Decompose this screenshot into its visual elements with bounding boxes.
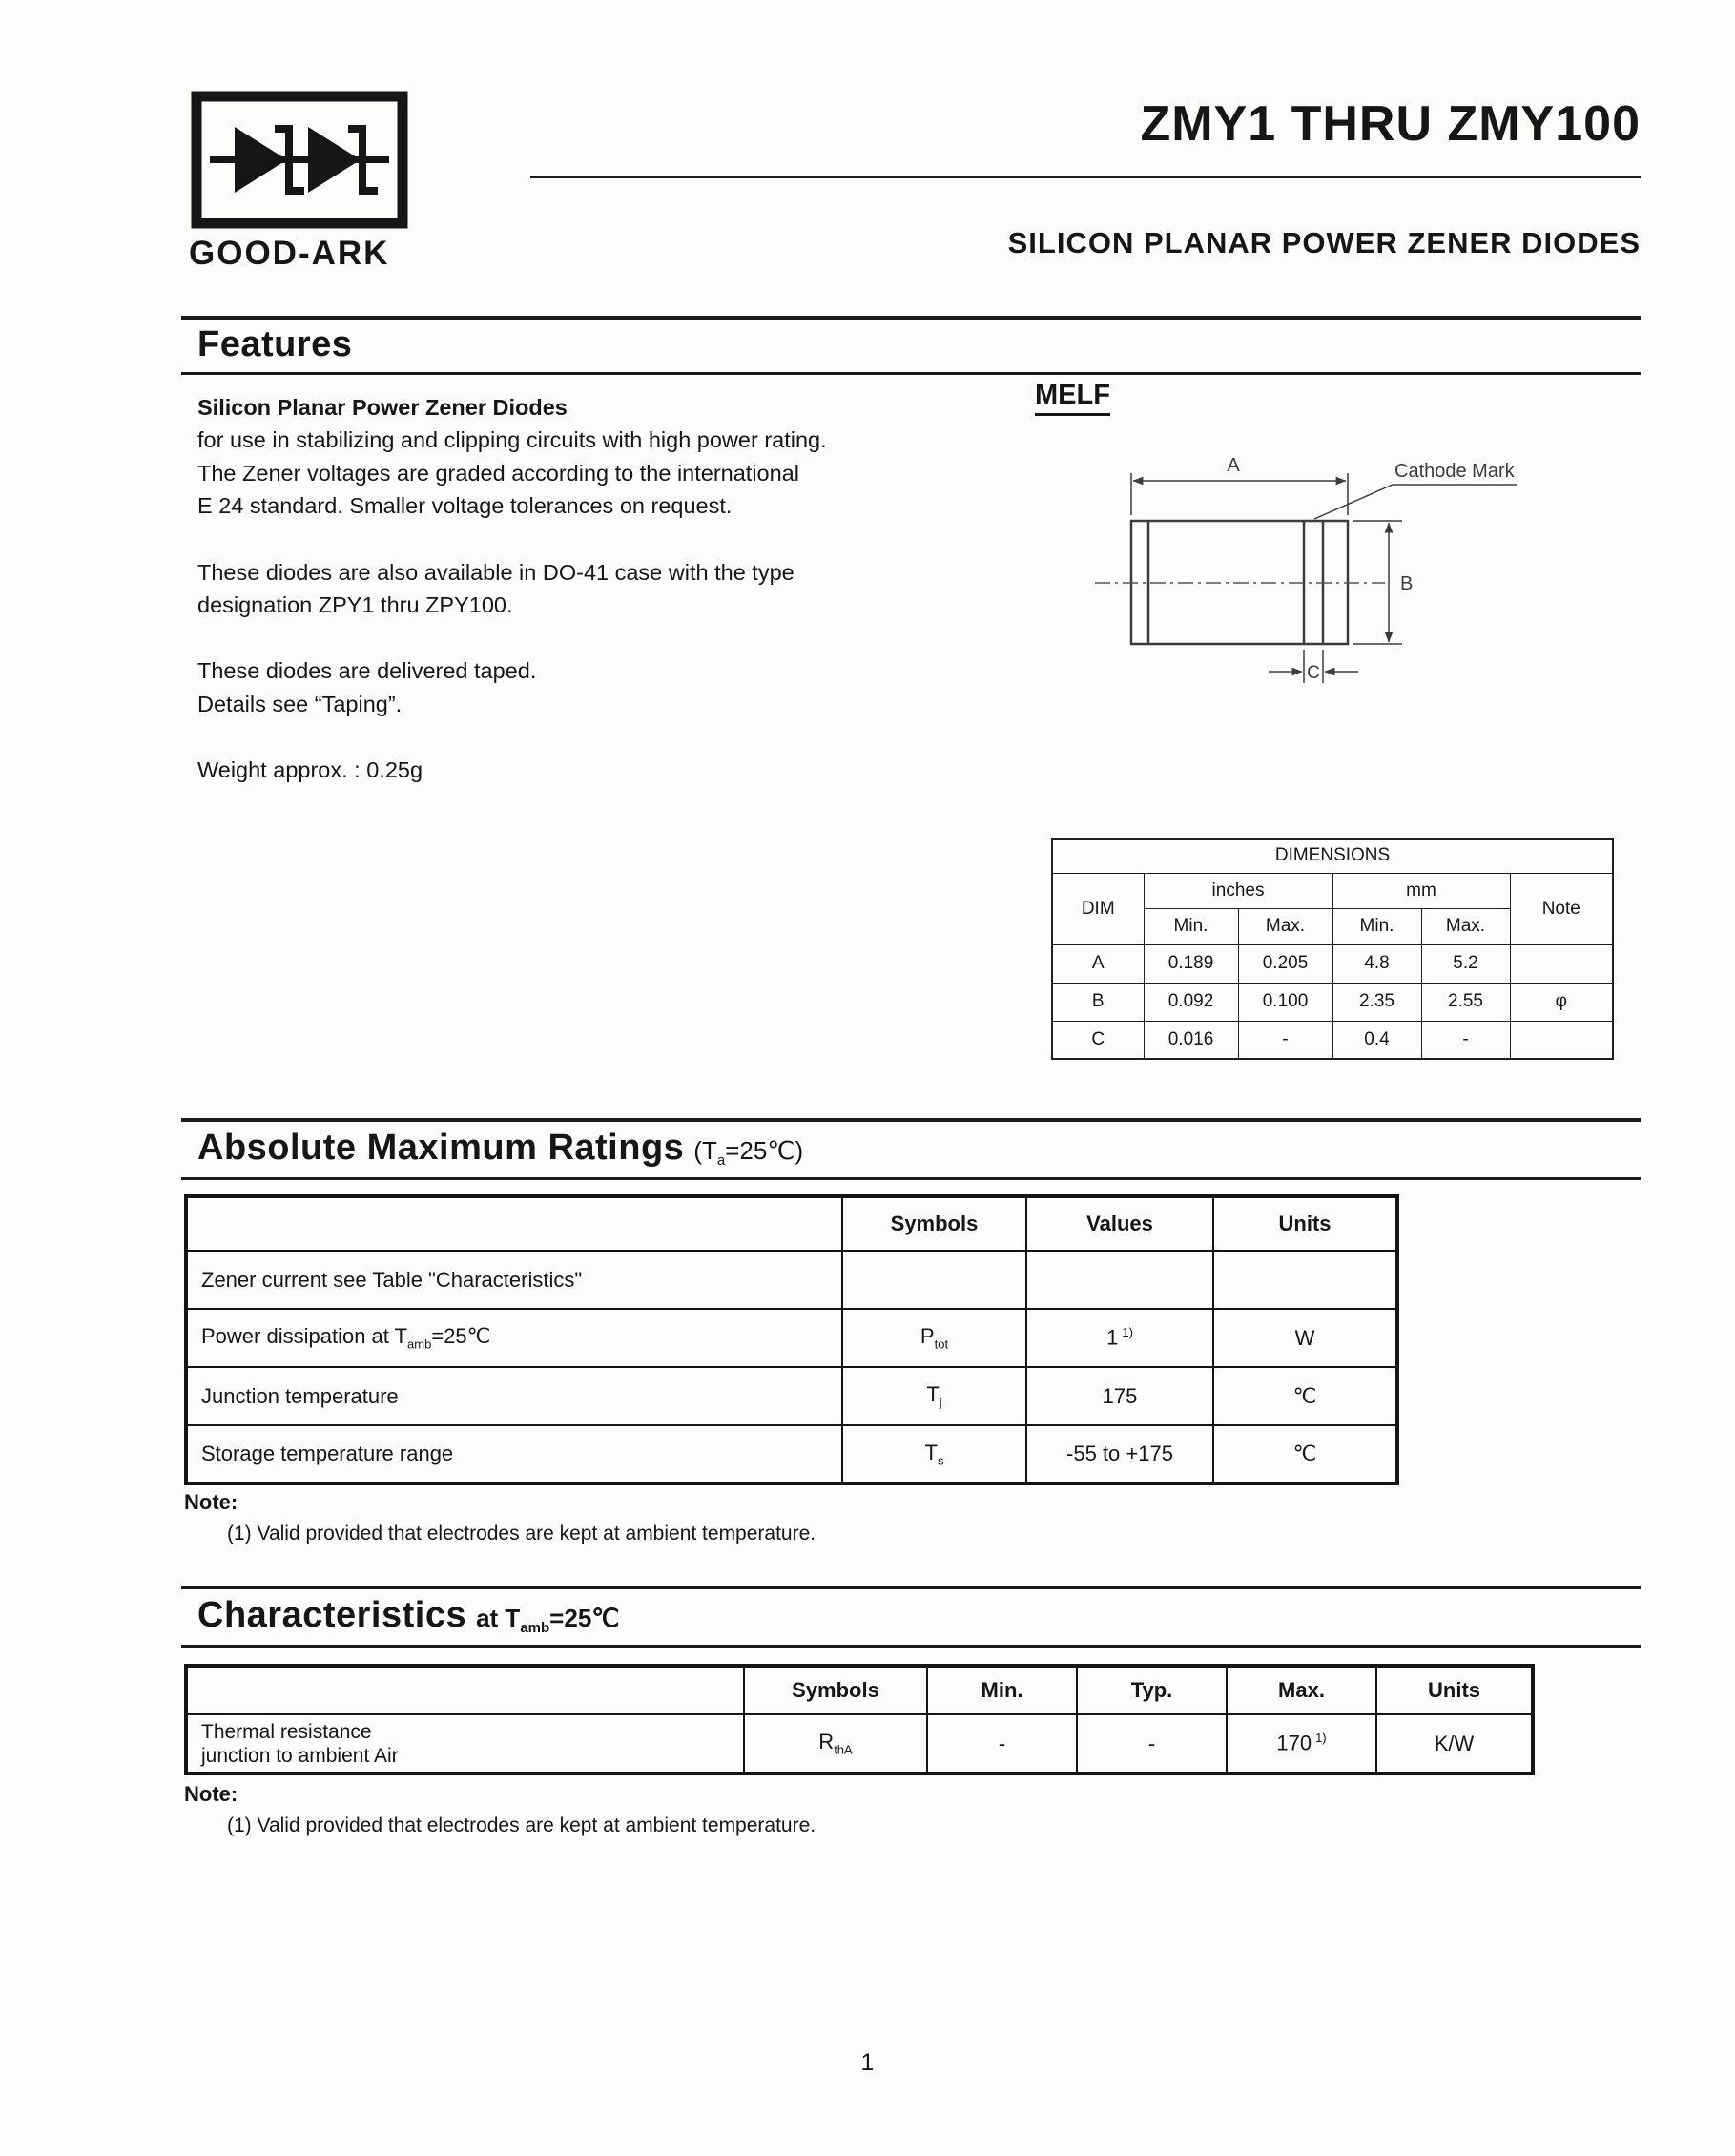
features-line: These diodes are delivered taped.	[197, 658, 537, 684]
amr-rule-top	[181, 1118, 1641, 1122]
title-rule	[530, 176, 1641, 178]
dims-cell-inch-max: 0.100	[1238, 983, 1332, 1021]
dim-a-label: A	[1227, 455, 1240, 476]
desc-sub: amb	[407, 1337, 432, 1352]
dims-title-row	[1052, 839, 1613, 873]
amr-symbol	[842, 1251, 1026, 1309]
amr-header-row	[186, 1196, 1397, 1251]
char-heading	[197, 1595, 619, 1636]
symbol: P	[919, 1324, 935, 1349]
characteristics-table	[184, 1664, 1535, 1775]
dims-col-dim: DIM	[1052, 873, 1144, 944]
symbol: R	[818, 1730, 835, 1754]
amr-value: 175	[1026, 1367, 1213, 1425]
features-line: for use in stabilizing and clipping circuits with high power rating.	[197, 427, 827, 453]
dims-cell-inch-min: 0.189	[1144, 944, 1238, 983]
char-symbol	[744, 1714, 927, 1773]
amr-row-storage-temperature	[186, 1425, 1397, 1483]
dims-cell-mm-min: 4.8	[1332, 944, 1421, 983]
dimension-a	[1131, 473, 1348, 515]
char-rule-bottom	[181, 1645, 1641, 1648]
amr-row-power-dissipation	[186, 1309, 1397, 1367]
char-header-typ: Typ.	[1077, 1666, 1227, 1714]
amr-symbol	[842, 1367, 1026, 1425]
amr-heading-condition	[693, 1136, 804, 1170]
amr-desc: Zener current see Table "Characteristics"	[186, 1251, 842, 1309]
char-heading-text: Characteristics	[197, 1595, 467, 1635]
amr-row-zener-current	[186, 1251, 1397, 1309]
dims-cell-dim: C	[1052, 1021, 1144, 1059]
amr-unit: W	[1213, 1309, 1397, 1367]
dims-col-note: Note	[1510, 873, 1613, 944]
char-header-max: Max.	[1227, 1666, 1376, 1714]
char-desc	[186, 1714, 744, 1773]
dims-group-row	[1052, 873, 1613, 908]
good-ark-logo	[191, 91, 408, 229]
dims-col-inch-max: Max.	[1238, 908, 1332, 944]
dims-cell-mm-max: 2.55	[1421, 983, 1510, 1021]
amr-value: -55 to +175	[1026, 1425, 1213, 1483]
amr-header-units: Units	[1213, 1196, 1397, 1251]
features-heading: Features	[197, 324, 353, 364]
amr-unit	[1213, 1251, 1397, 1309]
symbol-sub: tot	[934, 1337, 949, 1352]
dims-cell-inch-max: -	[1238, 1021, 1332, 1059]
dims-cell-note	[1510, 1021, 1613, 1059]
amr-unit: ℃	[1213, 1425, 1397, 1483]
dims-col-inch-min: Min.	[1144, 908, 1238, 944]
features-text-block	[197, 391, 827, 787]
char-header-symbols: Symbols	[744, 1666, 927, 1714]
doc-subtitle: SILICON PLANAR POWER ZENER DIODES	[1007, 226, 1641, 259]
amr-desc	[186, 1309, 842, 1367]
condition-post: =25℃	[549, 1604, 620, 1632]
dims-col-inches: inches	[1144, 873, 1332, 908]
features-line: Details see “Taping”.	[197, 691, 403, 716]
value: 170	[1276, 1731, 1312, 1755]
char-row-thermal-resistance	[186, 1714, 1533, 1773]
char-header-units: Units	[1376, 1666, 1533, 1714]
amr-note-label: Note:	[184, 1490, 238, 1514]
features-lead: Silicon Planar Power Zener Diodes	[197, 395, 568, 420]
package-name: MELF	[1035, 380, 1110, 416]
desc-post: =25℃	[431, 1324, 491, 1349]
dims-cell-dim: A	[1052, 944, 1144, 983]
value-sup: 1)	[1315, 1731, 1327, 1746]
dims-col-mm-max: Max.	[1421, 908, 1510, 944]
desc-pre: Power dissipation at T	[201, 1324, 408, 1349]
doc-title: ZMY1 THRU ZMY100	[1140, 96, 1641, 152]
brand-name: GOOD-ARK	[189, 235, 390, 272]
char-note-text: (1) Valid provided that electrodes are kept at ambient temperature.	[227, 1814, 816, 1836]
char-min: -	[927, 1714, 1077, 1773]
desc-line1: Thermal resistance	[201, 1720, 372, 1743]
dims-cell-mm-max: -	[1421, 1021, 1510, 1059]
amr-symbol	[842, 1309, 1026, 1367]
symbol-sub: j	[939, 1395, 942, 1410]
dims-row-c	[1052, 1021, 1613, 1059]
dims-cell-mm-max: 5.2	[1421, 944, 1510, 983]
dims-cell-note: φ	[1510, 983, 1613, 1021]
char-typ: -	[1077, 1714, 1227, 1773]
features-line: The Zener voltages are graded according to the international	[197, 460, 799, 486]
char-header-empty	[186, 1666, 744, 1714]
dims-row-a	[1052, 944, 1613, 983]
symbol-sub: thA	[834, 1742, 853, 1757]
condition-post: =25℃)	[725, 1136, 804, 1165]
condition-pre: (T	[693, 1136, 717, 1165]
condition-sub: a	[716, 1152, 726, 1170]
features-weight: Weight approx. : 0.25g	[197, 757, 423, 783]
amr-header-symbols: Symbols	[842, 1196, 1026, 1251]
dims-cell-mm-min: 0.4	[1332, 1021, 1421, 1059]
amr-row-junction-temperature	[186, 1367, 1397, 1425]
desc-line2: junction to ambient Air	[201, 1744, 399, 1767]
amr-heading-text: Absolute Maximum Ratings	[197, 1128, 685, 1168]
char-note-label: Note:	[184, 1782, 238, 1806]
char-header-min: Min.	[927, 1666, 1077, 1714]
value-sup: 1)	[1122, 1325, 1133, 1340]
features-rule-top	[181, 316, 1641, 320]
amr-header-empty	[186, 1196, 842, 1251]
cathode-mark-label: Cathode Mark	[1394, 461, 1515, 482]
dims-col-mm: mm	[1332, 873, 1510, 908]
features-line: These diodes are also available in DO-41 case with the type	[197, 559, 795, 585]
amr-value	[1026, 1251, 1213, 1309]
condition-sub: amb	[520, 1620, 550, 1637]
dims-row-b	[1052, 983, 1613, 1021]
condition-pre: at T	[476, 1604, 521, 1632]
symbol-sub: s	[937, 1453, 944, 1468]
page-number: 1	[860, 2049, 875, 2076]
dim-b-label: B	[1400, 573, 1414, 594]
amr-rule-bottom	[181, 1177, 1641, 1180]
value: 1	[1106, 1325, 1119, 1350]
char-heading-condition	[476, 1604, 620, 1637]
features-rule-bottom	[181, 372, 1641, 375]
char-unit: K/W	[1376, 1714, 1533, 1773]
amr-header-values: Values	[1026, 1196, 1213, 1251]
dimensions-table	[1051, 838, 1614, 1060]
dims-cell-inch-max: 0.205	[1238, 944, 1332, 983]
dim-c-label: C	[1307, 663, 1320, 683]
dims-title: DIMENSIONS	[1052, 839, 1613, 873]
amr-heading	[197, 1128, 803, 1169]
dims-cell-note	[1510, 944, 1613, 983]
char-max	[1227, 1714, 1376, 1773]
amr-desc: Junction temperature	[186, 1367, 842, 1425]
dims-cell-mm-min: 2.35	[1332, 983, 1421, 1021]
amr-desc: Storage temperature range	[186, 1425, 842, 1483]
symbol: T	[924, 1440, 938, 1464]
amr-table	[184, 1194, 1399, 1485]
amr-symbol	[842, 1425, 1026, 1483]
cathode-leader	[1314, 485, 1517, 519]
symbol: T	[926, 1382, 940, 1407]
dims-col-mm-min: Min.	[1332, 908, 1421, 944]
features-line: E 24 standard. Smaller voltage tolerances on request.	[197, 493, 733, 519]
features-line: designation ZPY1 thru ZPY100.	[197, 592, 513, 618]
amr-note-text: (1) Valid provided that electrodes are kept at ambient temperature.	[227, 1523, 816, 1544]
dims-cell-dim: B	[1052, 983, 1144, 1021]
dims-cell-inch-min: 0.016	[1144, 1021, 1238, 1059]
char-rule-top	[181, 1586, 1641, 1589]
dims-cell-inch-min: 0.092	[1144, 983, 1238, 1021]
amr-unit: ℃	[1213, 1367, 1397, 1425]
char-header-row	[186, 1666, 1533, 1714]
melf-package-diagram	[1078, 431, 1612, 717]
amr-value	[1026, 1309, 1213, 1367]
